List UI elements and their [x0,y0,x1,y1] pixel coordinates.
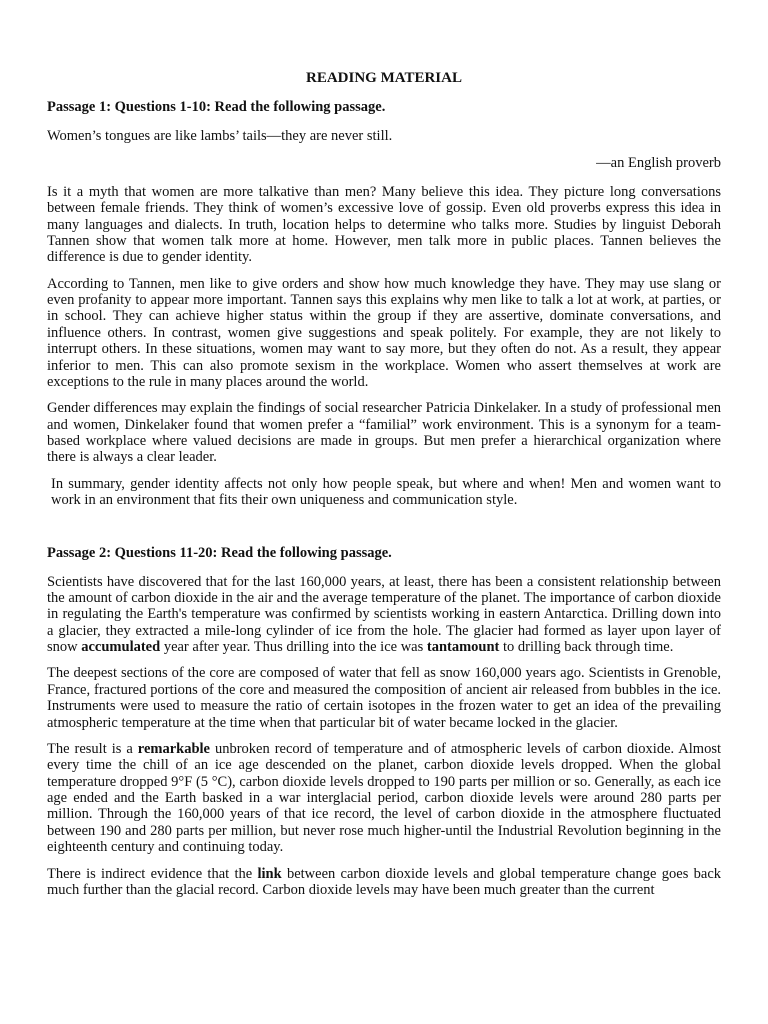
page-title: READING MATERIAL [306,70,462,86]
text-run: to drilling back through time. [499,639,674,655]
passage-2-paragraph [47,866,721,899]
passage-1-paragraph: According to Tannen, men like to give orders and show how much knowledge they have. They may use slang or even profanity to appear more important. Tannen says this explains why men like to talk a lot at work, at parties, or in school. They can achieve higher status within the group if they are assertive, dominate conversations, and influence others. In contrast, women give suggestions and speak politely. For example, they are not likely to interrupt others. In these situations, women may want to say more, but they often do not. As a result, they appear inferior to men. This can also promote sexism in the workplace. Women who assert themselves at work are exceptions to the rule in many places around the world. [47,275,721,390]
passage-1-paragraph: Gender differences may explain the findings of social researcher Patricia Dinkelaker. In a study of professional men and women, Dinkelaker found that women prefer a “familial” work environment. This is a synonym for a team- based workplace where valued decisions are made in groups. But men prefer a hierarchical organization where there is always a clear leader. [47,400,721,466]
passage-2-paragraph: The deepest sections of the core are composed of water that fell as snow 160,000 years ago. Scientists in Grenoble, France, fractured portions of the core and measured the composition of ancient air released from bubbles in the ice. Instruments were used to measure the ratio of certain isotopes in the frozen water to get an idea of the prevailing atmospheric temperature at the time when that particular bit of water became locked in the glacier. [47,665,721,731]
vocab-word-remarkable: remarkable [137,740,210,757]
vocab-word-link: link [257,865,282,882]
text-run: Scientists have discovered that for the last 160,000 years, at least, there has been a consistent relationship between the amount of carbon dioxide in the air and the average temperature of the planet. The importance of carbon dioxide in regulating the Earth's temperature was confirmed by scientists working in eastern Antarctica. Drilling down into a glacier, they extracted a mile-long cylinder of ice from the hole. The glacier had formed as layer upon layer of snow [47,573,721,655]
text-run: unbroken record of temperature and of atmospheric levels of carbon dioxide. Almost every time the chill of an ice age descended on the planet, carbon dioxide levels dropped. When the global temperature dropped 9°F (5 °C), carbon dioxide levels dropped to 190 parts per million or so. Generally, as each ice age ended and the Earth basked in a war interglacial period, carbon dioxide levels were around 280 parts per million. Through the 160,000 years of that ice record, the level of carbon dioxide in the atmosphere fluctuated between 190 and 280 parts per million, but never rose much higher-until the Industrial Revolution beginning in the eighteenth century and continuing today. [47,740,721,856]
passage-2-heading: Passage 2: Questions 11-20: Read the following passage. [47,544,392,561]
passage-2-paragraph [47,574,721,656]
proverb-quote: Women’s tongues are like lambs’ tails—they are never still. [47,128,393,144]
section-spacer [47,519,721,545]
passage-1-paragraph: In summary, gender identity affects not only how people speak, but where and when! Men and women want to work in an environment that fits their own uniqueness and communication style. [51,475,721,509]
passage-2-paragraph [47,741,721,856]
text-run: year after year. Thus drilling into the ice was [160,639,427,655]
proverb-attribution: —an English proverb [596,155,721,172]
passage-1-paragraph: Is it a myth that women are more talkative than men? Many believe this idea. They picture long conversations between female friends. They think of women’s excessive love of gossip. Even old proverbs express this idea in many languages and dialects. In truth, location helps to determine who talks more. Studies by linguist Deborah Tannen show that women talk more at home. However, men talk more in public places. Tannen believes the difference is due to gender identity. [47,183,721,266]
passage-1-heading: Passage 1: Questions 1-10: Read the following passage. [47,99,386,115]
text-run: There is indirect evidence that the [47,865,258,882]
text-run: between carbon dioxide levels and global temperature change goes back much further than the glacial record. Carbon dioxide levels may have been much greater than the current [47,865,722,898]
vocab-word-tantamount: tantamount [426,639,500,655]
vocab-word-accumulated: accumulated [81,639,161,655]
text-run: The result is a [47,740,138,757]
